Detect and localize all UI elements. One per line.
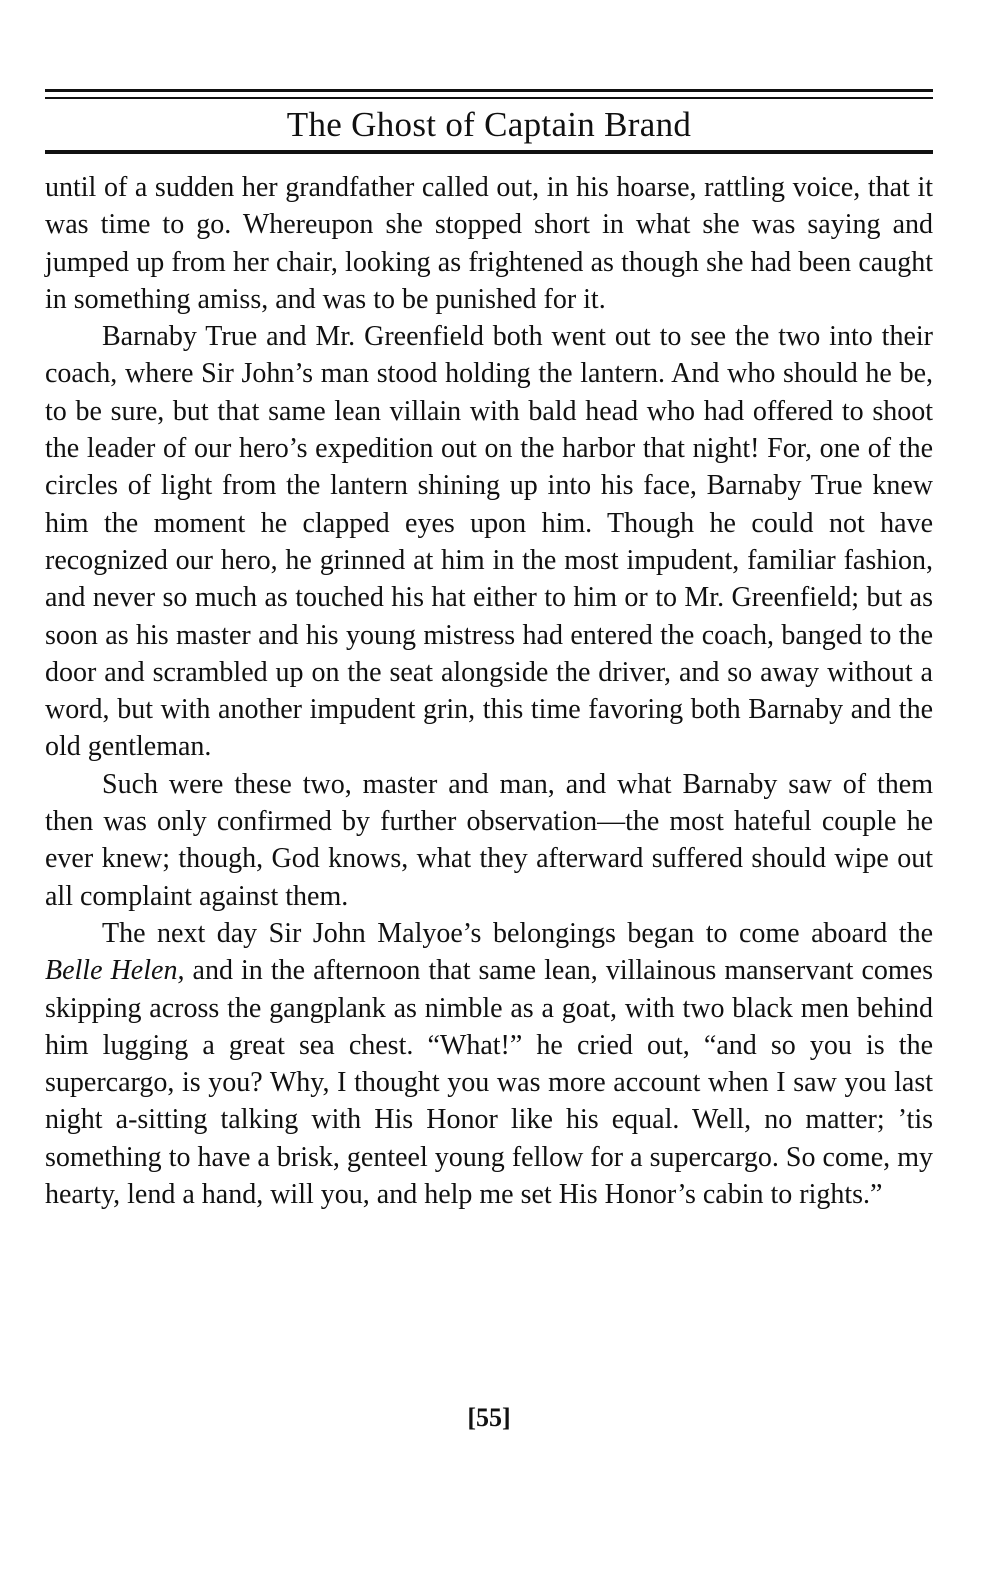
body-text — [45, 169, 933, 1213]
ship-name: Belle Helen, — [45, 955, 185, 987]
header-rule-bottom — [45, 150, 933, 154]
paragraph-4-part-1: The next day Sir John Malyoe’s belongings began to come aboard the — [102, 917, 933, 949]
paragraph-2: Barnaby True and Mr. Greenfield both went out to see the two into their coach, where Sir John’s man stood holding the lantern. And who should he be, to be sure, but that same lean villain with bald head who had offered to shoot the leader of our hero’s expedition out on the harbor that night! For, one of the circles of light from the lantern shining up into his face, Barnaby True knew him the moment he clapped eyes upon him. Though he could not have recognized our hero, he grinned at him in the most impudent, familiar fashion, and never so much as touched his hat either to him or to Mr. Greenfield; but as soon as his master and his young mistress had entered the coach, banged to the door and scrambled up on the seat alongside the driver, and so away without a word, but with another impudent grin, this time favoring both Barnaby and the old gentleman. — [45, 321, 933, 763]
paragraph-4 — [45, 915, 933, 1213]
paragraph-4-part-2: and in the afternoon that same lean, villainous manservant comes skipping across the gangplank as nimble as a goat, with two black men behind him lugging a great sea chest. “What!” he cried out, “and so you is the supercargo, is you? Why, I thought you was more account when I saw you last night a-sitting talking with His Honor like his equal. Well, no matter; ’tis something to have a brisk, genteel young fellow for a supercargo. So come, my hearty, lend a hand, will you, and help me set His Honor’s cabin to rights.” — [45, 955, 934, 1211]
page-number: [55] — [467, 1403, 511, 1432]
paragraph-3: Such were these two, master and man, and what Barnaby saw of them then was only confirmed by further observation—the most hateful couple he ever knew; though, God knows, what they afterward suffered should wipe out all complaint against them. — [45, 768, 933, 912]
running-title: The Ghost of Captain Brand — [286, 105, 692, 144]
header-rule-top-thin — [45, 97, 933, 99]
header-rule-top — [45, 89, 933, 92]
paragraph-1: until of a sudden her grandfather called out, in his hoarse, rattling voice, that it was time to go. Whereupon she stopped short in what she was saying and jumped up from her chair, looking as frightened as though she had been caught in something amiss, and was to be punished for it. — [45, 172, 933, 315]
